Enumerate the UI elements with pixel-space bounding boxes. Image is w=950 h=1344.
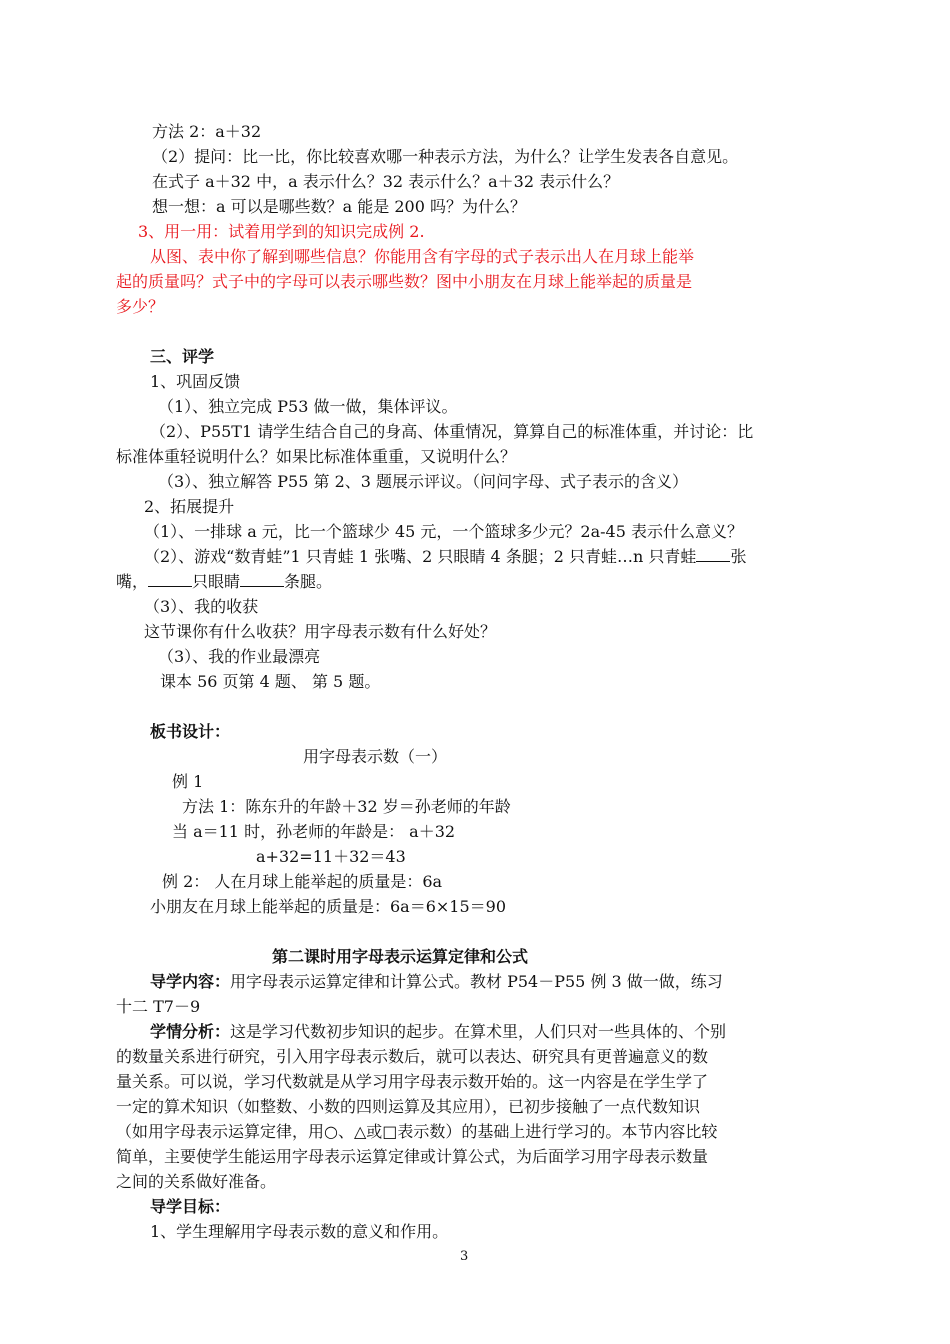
text-line: 在式子 a＋32 中，a 表示什么？32 表示什么？a＋32 表示什么？ — [152, 172, 620, 191]
section-heading: 三、评学 — [150, 347, 215, 366]
text-line: a+32=11＋32＝43 — [256, 847, 406, 866]
text-fragment: 张 — [730, 547, 747, 566]
text-line: 方法 1：陈东升的年龄＋32 岁＝孙老师的年龄 — [182, 797, 511, 816]
text-line: 例 1 — [172, 772, 204, 791]
text-line: （3）、我的作业最漂亮 — [158, 647, 321, 666]
section-heading-red: 3、用一用：试着用学到的知识完成例 2. — [138, 222, 425, 241]
page-number: 3 — [460, 1249, 469, 1264]
text-line: 1、巩固反馈 — [150, 372, 241, 391]
red-paragraph-line: 从图、表中你了解到哪些信息？你能用含有字母的式子表示出人在月球上能举 — [150, 247, 695, 266]
label-bold: 导学内容： — [150, 972, 231, 991]
text-line: 当 a＝11 时，孙老师的年龄是： a＋32 — [172, 822, 456, 841]
board-title: 用字母表示数（一） — [303, 747, 448, 766]
text-line: 例 2： 人在月球上能举起的质量是：6a — [162, 872, 443, 891]
text-line: 想一想：a 可以是哪些数？a 能是 200 吗？为什么？ — [152, 197, 526, 216]
text-line: 方法 2：a＋32 — [152, 122, 262, 141]
content-line — [150, 970, 723, 994]
text-line: 标准体重轻说明什么？如果比标准体重重，又说明什么？ — [116, 447, 517, 466]
red-paragraph-line: 起的质量吗？式子中的字母可以表示哪些数？图中小朋友在月球上能举起的质量是 — [116, 272, 693, 291]
text-line: （1）、独立完成 P53 做一做，集体评议。 — [158, 397, 458, 416]
red-paragraph-line: 多少？ — [116, 297, 165, 316]
fill-blank — [696, 545, 730, 562]
text-line: （1）、一排球 a 元，比一个篮球少 45 元，一个篮球多少元？2a-45 表示什么意义？ — [144, 522, 743, 541]
text-fragment: 用字母表示运算定律和计算公式。教材 P54－P55 例 3 做一做，练习 — [230, 972, 723, 991]
text-line: 小朋友在月球上能举起的质量是：6a＝6×15＝90 — [150, 897, 507, 916]
text-line: （如用字母表示运算定律，用○、△或□表示数）的基础上进行学习的。本节内容比较 — [116, 1122, 718, 1141]
fill-blank — [240, 570, 284, 587]
text-fragment: 只眼睛 — [192, 572, 241, 591]
text-fragment: （2）、游戏“数青蛙”1 只青蛙 1 张嘴、2 只眼睛 4 条腿；2 只青蛙…n 只青蛙 — [144, 547, 697, 566]
text-line: 课本 56 页第 4 题、 第 5 题。 — [160, 672, 381, 691]
text-fragment: 嘴， — [116, 572, 149, 591]
text-fragment: 条腿。 — [284, 572, 333, 591]
fill-blank — [148, 570, 192, 587]
lesson-title: 第二课时用字母表示运算定律和公式 — [272, 947, 529, 966]
text-line: 1、学生理解用字母表示数的意义和作用。 — [150, 1222, 449, 1241]
text-line: 十二 T7－9 — [116, 997, 201, 1016]
text-fragment: 这是学习代数初步知识的起步。在算术里，人们只对一些具体的、个别 — [230, 1022, 727, 1041]
text-line: 这节课你有什么收获？用字母表示数有什么好处？ — [144, 622, 497, 641]
text-line: （3）、独立解答 P55 第 2、3 题展示评议。（问问字母、式子表示的含义） — [158, 472, 689, 491]
text-line: 量关系。可以说，学习代数就是从学习用字母表示数开始的。这一内容是在学生学了 — [116, 1072, 709, 1091]
text-line: 2、拓展提升 — [144, 497, 235, 516]
text-line: 之间的关系做好准备。 — [116, 1172, 277, 1191]
text-line: 简单，主要使学生能运用字母表示运算定律或计算公式，为后面学习用字母表示数量 — [116, 1147, 709, 1166]
text-line: （3）、我的收获 — [144, 597, 259, 616]
text-line: （2）提问：比一比，你比较喜欢哪一种表示方法，为什么？让学生发表各自意见。 — [152, 147, 739, 166]
content-line — [150, 1020, 726, 1044]
text-line: （2）、P55T1 请学生结合自己的身高、体重情况，算算自己的标准体重，并讨论：比 — [150, 422, 754, 441]
label-bold: 学情分析： — [150, 1022, 231, 1041]
frog-game-line — [144, 545, 746, 569]
text-line: 的数量关系进行研究，引入用字母表示数后，就可以表达、研究具有更普遍意义的数 — [116, 1047, 709, 1066]
frog-game-line — [116, 570, 332, 594]
text-line: 一定的算术知识（如整数、小数的四则运算及其应用），已初步接触了一点代数知识 — [116, 1097, 701, 1116]
section-heading: 导学目标： — [150, 1197, 231, 1216]
board-design-heading: 板书设计： — [150, 722, 231, 741]
